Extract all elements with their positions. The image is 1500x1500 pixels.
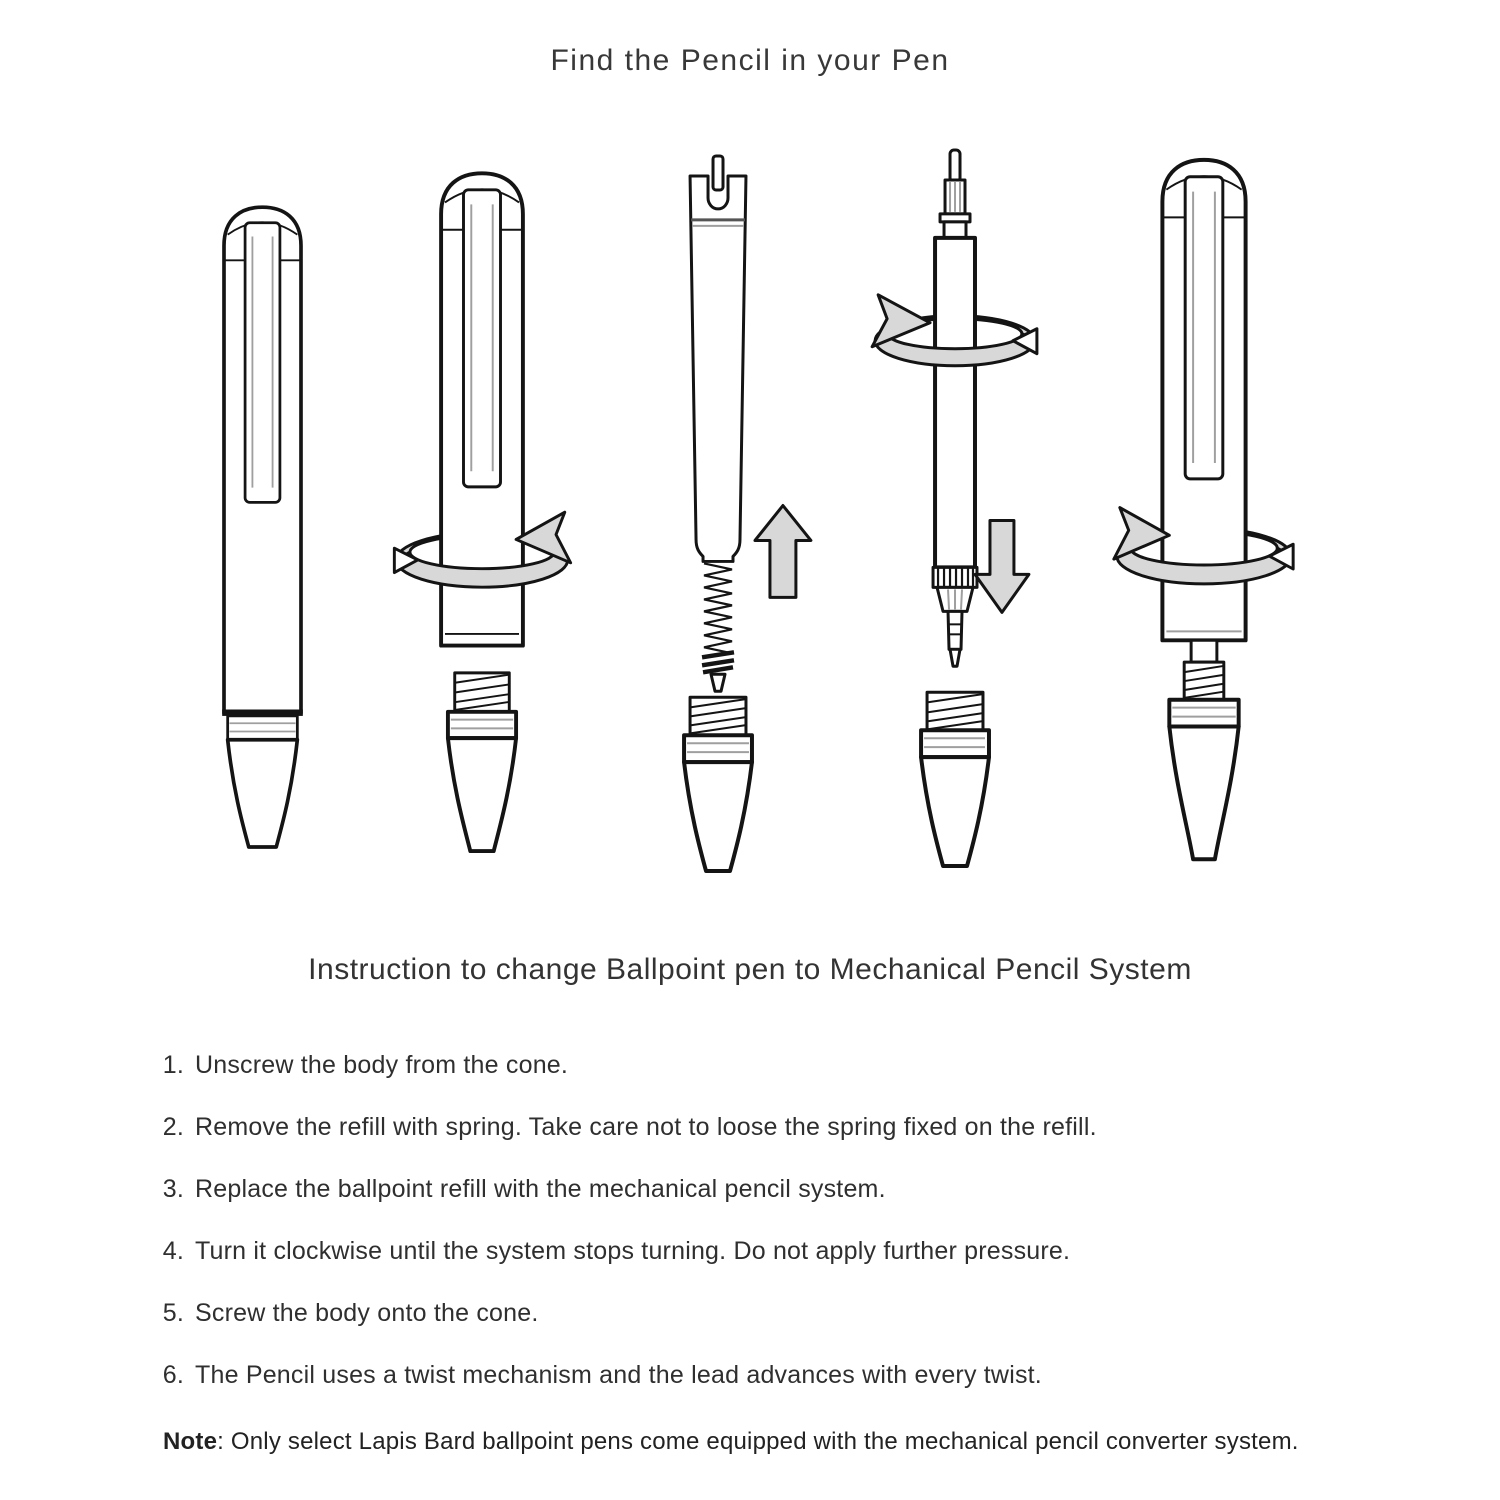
page-title: Find the Pencil in your Pen [550, 44, 950, 77]
pen-cone [684, 762, 752, 871]
section-subtitle: Instruction to change Ballpoint pen to Mechanical Pencil System [308, 953, 1192, 986]
instruction-step [150, 1174, 1097, 1204]
step-text: Screw the body onto the cone. [195, 1299, 539, 1327]
step-text: Remove the refill with spring. Take care not to loose the spring fixed on the refill. [195, 1113, 1097, 1141]
figure-screw-body-on [1090, 150, 1318, 883]
pencil-system-tube [935, 238, 975, 568]
step-number: 4. [162, 1237, 184, 1265]
refill-tube [690, 176, 746, 561]
pen-cone [921, 757, 989, 866]
figure-unscrew-body [370, 163, 594, 875]
step-number: 5. [162, 1299, 184, 1327]
figure-assembled-pen [184, 198, 341, 858]
instruction-step [150, 1236, 1097, 1266]
refill-tip [711, 674, 725, 691]
refill-spring [704, 563, 732, 653]
figure-remove-refill [640, 150, 820, 884]
figure-insert-pencil-system [870, 145, 1070, 879]
pencil-lead [950, 150, 960, 182]
footnote [163, 1428, 1299, 1456]
clockwise-arrow-icon [872, 295, 930, 347]
step-number: 1. [162, 1051, 184, 1079]
note-text: : Only select Lapis Bard ballpoint pens come equipped with the mechanical pencil converter system. [217, 1428, 1299, 1455]
instruction-step [150, 1298, 1097, 1328]
step-text: The Pencil uses a twist mechanism and the lead advances with every twist. [195, 1361, 1042, 1389]
pen-clip [463, 190, 500, 487]
step-text: Turn it clockwise until the system stops turning. Do not apply further pressure. [195, 1237, 1071, 1265]
step-text: Replace the ballpoint refill with the mechanical pencil system. [195, 1175, 886, 1203]
pencil-tip [950, 649, 960, 666]
step-number: 2. [162, 1113, 184, 1141]
instruction-step [150, 1112, 1097, 1142]
up-arrow-icon [755, 506, 811, 598]
instruction-step [150, 1360, 1097, 1390]
note-label: Note [163, 1428, 218, 1455]
pen-clip [245, 223, 280, 503]
pen-clip [1185, 177, 1223, 479]
down-arrow-icon [975, 520, 1029, 612]
step-text: Unscrew the body from the cone. [195, 1051, 569, 1079]
pen-cone [228, 740, 298, 847]
step-number: 6. [162, 1361, 184, 1389]
pen-cone [448, 738, 516, 851]
instruction-step [150, 1050, 1097, 1080]
step-number: 3. [162, 1175, 184, 1203]
pen-cone [1169, 726, 1238, 859]
instruction-list [150, 1050, 1097, 1422]
